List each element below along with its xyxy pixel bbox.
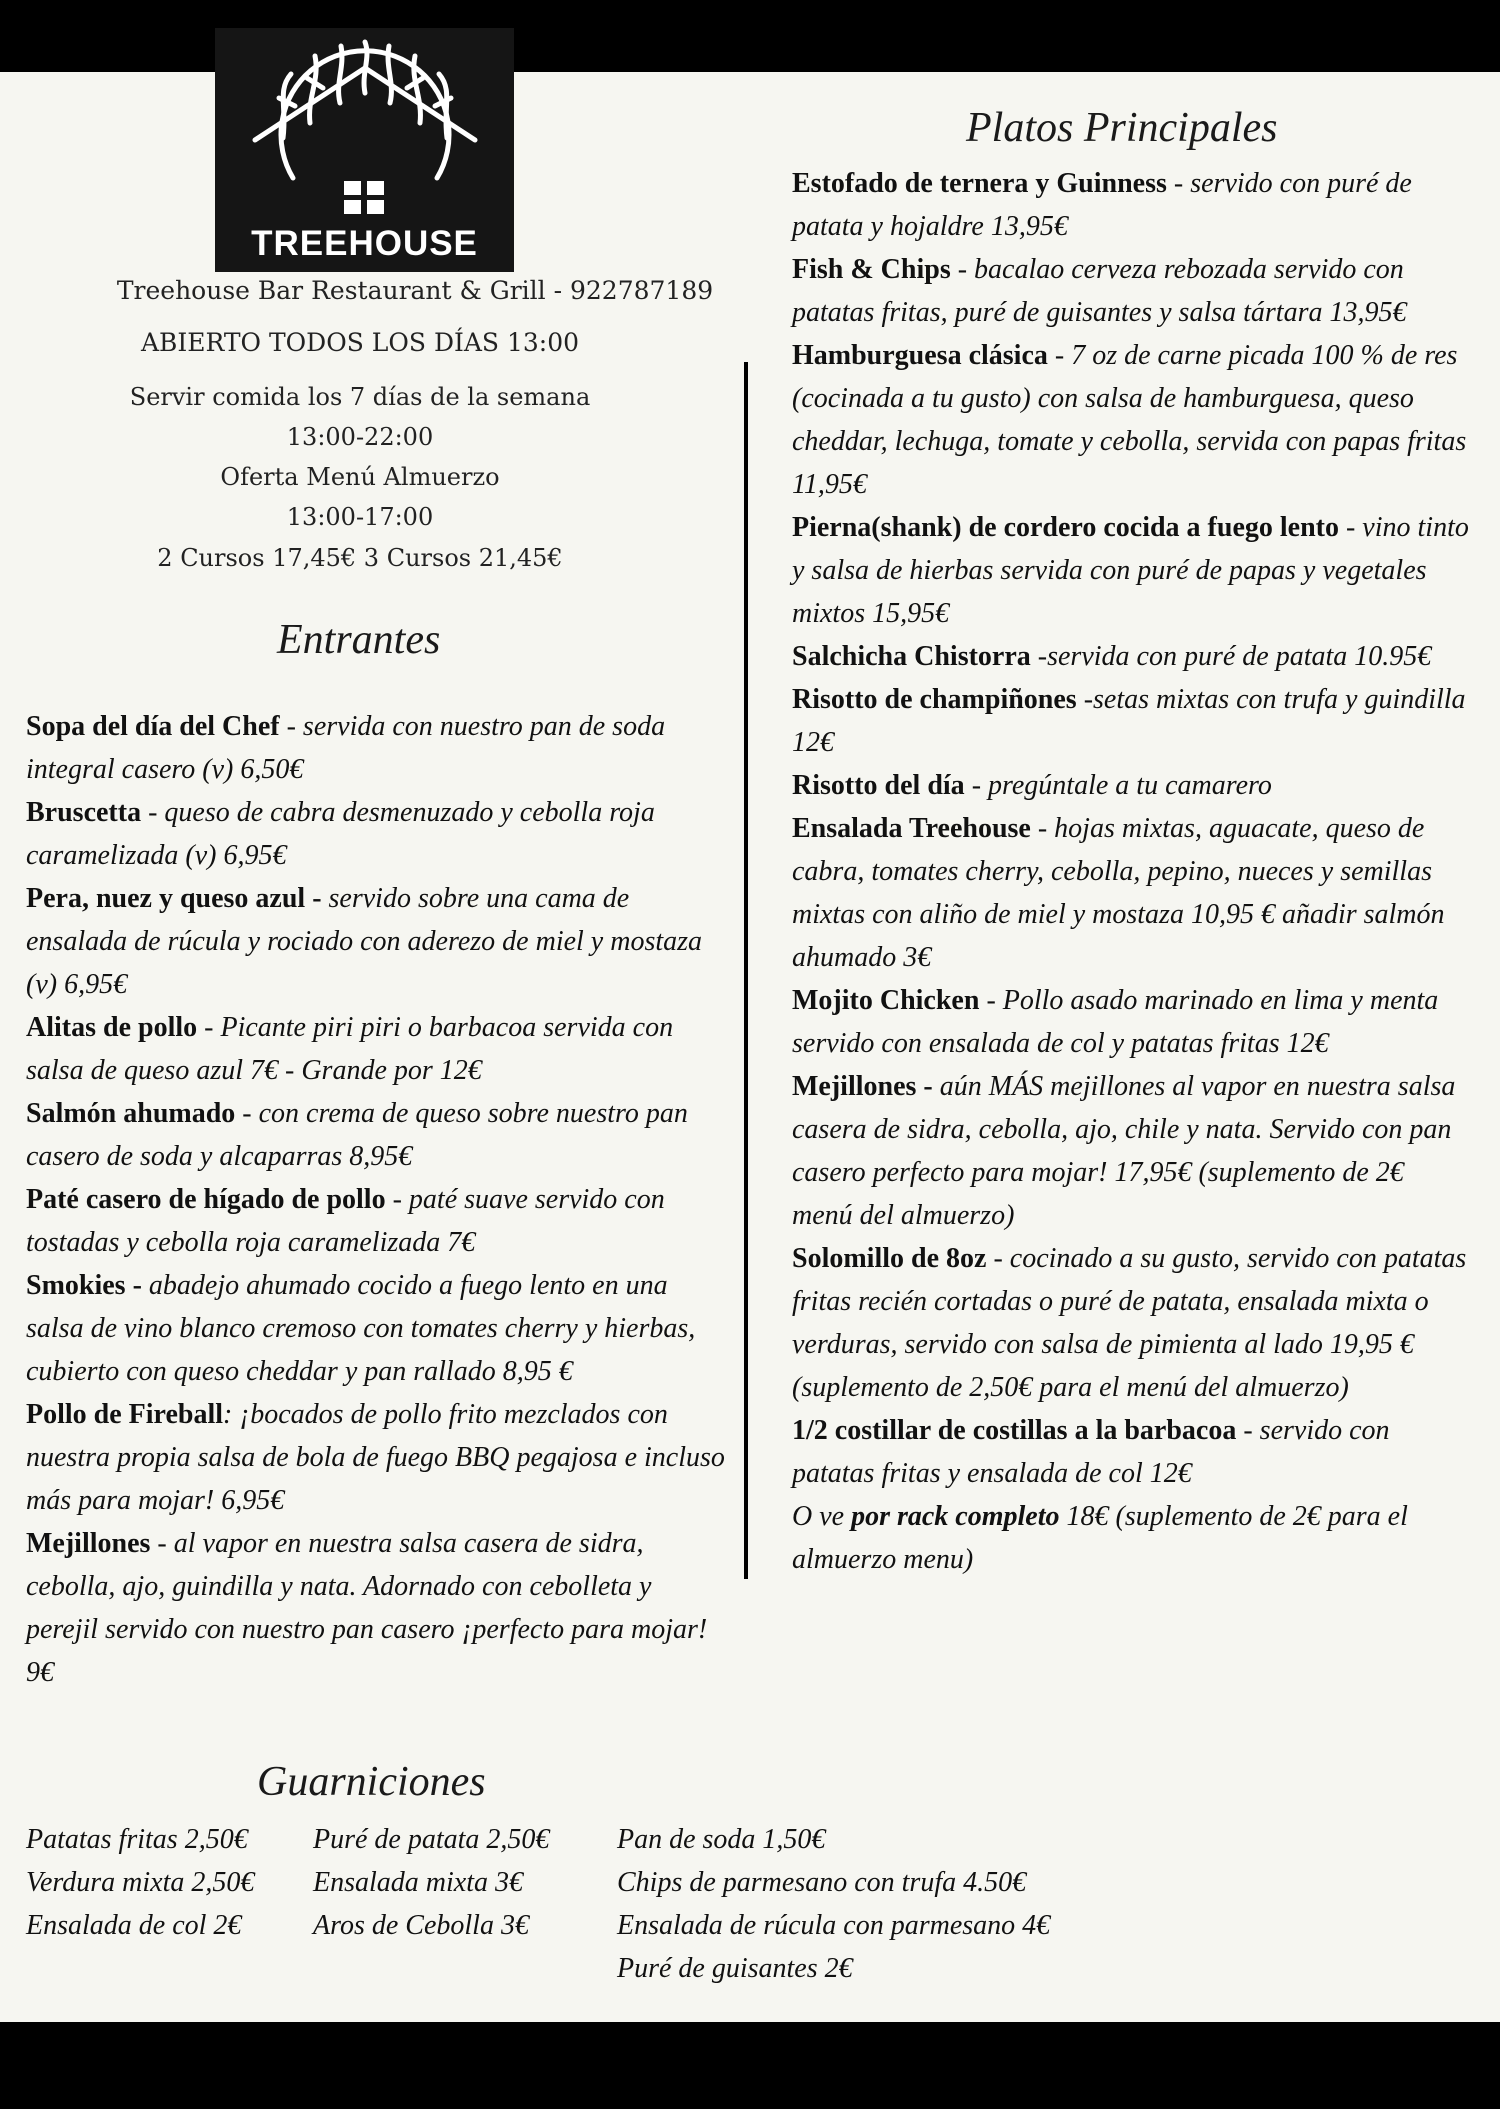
menu-item — [792, 1409, 1470, 1495]
item-description: abadejo ahumado cocido a fuego lento en una salsa de vino blanco cremoso con tomates cherry y hierbas, cubierto con queso cheddar y pan rallado 8,95 € — [26, 1270, 696, 1387]
side-item: Ensalada de rúcula con parmesano 4€ — [617, 1910, 1051, 1941]
item-name: Smokies - — [26, 1270, 142, 1301]
item-description: - pregúntale a tu camarero — [964, 770, 1272, 801]
rack-option — [792, 1495, 1470, 1581]
menu-item — [792, 764, 1470, 807]
item-name: Estofado de ternera y Guinness — [792, 168, 1167, 199]
item-name: Risotto del día — [792, 770, 965, 801]
item-name: Risotto de champiñones — [792, 684, 1077, 715]
side-item: Patatas fritas 2,50€ — [26, 1824, 248, 1855]
item-description: -servida con puré de patata 10.95€ — [1030, 641, 1432, 672]
item-name: 1/2 costillar de costillas a la barbacoa — [792, 1415, 1237, 1446]
menu-item — [26, 877, 730, 1006]
bottom-bar — [0, 2022, 1500, 2109]
menu-item — [792, 334, 1470, 506]
menu-item — [792, 1237, 1470, 1409]
rack-label: por rack completo — [851, 1501, 1060, 1532]
guarniciones-heading: Guarniciones — [257, 1759, 486, 1805]
sides-column-1 — [26, 1818, 254, 1947]
menu-item — [26, 1264, 730, 1393]
side-item: Pan de soda 1,50€ — [617, 1824, 826, 1855]
item-name: Salchicha Chistorra — [792, 641, 1031, 672]
entrantes-list — [26, 705, 730, 1694]
menu-item — [26, 1092, 730, 1178]
item-name: Hamburguesa clásica — [792, 340, 1048, 371]
info-line: Oferta Menú Almuerzo — [220, 463, 500, 491]
menu-item — [792, 162, 1470, 248]
rack-price: 18€ (suplemento de 2€ para el almuerzo menu) — [792, 1501, 1408, 1575]
item-name: Mejillones — [26, 1528, 151, 1559]
item-description: - al vapor en nuestra salsa casera de sidra, cebolla, ajo, guindilla y nata. Adornado con cebolleta y perejil servido con nuestro pan casero ¡perfecto para mojar! 9€ — [26, 1528, 708, 1688]
menu-item — [792, 1065, 1470, 1237]
menu-item — [26, 1006, 730, 1092]
column-divider — [744, 362, 748, 1579]
item-name: Pierna(shank) de cordero cocida a fuego lento — [792, 512, 1339, 543]
sides-column-2 — [313, 1818, 549, 1947]
item-name: Salmón ahumado — [26, 1098, 236, 1129]
item-description: servido sobre una cama de ensalada de rúcula y rociado con aderezo de miel y mostaza (v) 6,95€ — [26, 883, 703, 1000]
item-description: - 7 oz de carne picada 100 % de res (cocinada a tu gusto) con salsa de hamburguesa, queso cheddar, lechuga, tomate y cebolla, servida con papas fritas 11,95€ — [792, 340, 1467, 500]
item-name: Alitas de pollo — [26, 1012, 198, 1043]
sides-column-3 — [617, 1818, 1050, 1990]
item-name: Mejillones - — [792, 1071, 933, 1102]
side-item: Ensalada mixta 3€ — [313, 1867, 523, 1898]
item-name: Solomillo de 8oz — [792, 1243, 987, 1274]
item-description: - paté suave servido con tostadas y cebolla roja caramelizada 7€ — [26, 1184, 665, 1258]
item-description: - Pollo asado marinado en lima y menta servido con ensalada de col y patatas fritas 12€ — [792, 985, 1439, 1059]
item-description: - bacalao cerveza rebozada servido con patatas fritas, puré de guisantes y salsa tártara 13,95€ — [792, 254, 1407, 328]
item-description: - queso de cabra desmenuzado y cebolla roja caramelizada (v) 6,95€ — [26, 797, 655, 871]
item-name: Pera, nuez y queso azul - — [26, 883, 322, 914]
item-description: - vino tinto y salsa de hierbas servida con puré de papas y vegetales mixtos 15,95€ — [792, 512, 1469, 629]
menu-item — [26, 1178, 730, 1264]
menu-item — [792, 248, 1470, 334]
item-name: Fish & Chips — [792, 254, 951, 285]
item-name: Mojito Chicken — [792, 985, 980, 1016]
menu-item — [26, 791, 730, 877]
side-item: Aros de Cebolla 3€ — [313, 1910, 529, 1941]
info-line: Servir comida los 7 días de la semana — [129, 383, 591, 411]
platos-list — [792, 162, 1470, 1581]
info-line: 13:00-17:00 — [286, 503, 434, 531]
platos-heading: Platos Principales — [966, 105, 1278, 151]
restaurant-contact: Treehouse Bar Restaurant & Grill - 922787189 — [116, 276, 714, 305]
item-description: - hojas mixtas, aguacate, queso de cabra, tomates cherry, cebolla, pepino, nueces y semillas mixtas con aliño de miel y mostaza 10,95 € añadir salmón ahumado 3€ — [792, 813, 1445, 973]
rack-prefix: O ve — [792, 1501, 852, 1532]
item-description: - con crema de queso sobre nuestro pan casero de soda y alcaparras 8,95€ — [26, 1098, 688, 1172]
side-item: Puré de patata 2,50€ — [313, 1824, 550, 1855]
side-item: Ensalada de col 2€ — [26, 1910, 242, 1941]
treehouse-logo — [215, 28, 514, 272]
side-item: Verdura mixta 2,50€ — [26, 1867, 255, 1898]
item-name: Pollo de Fireball — [26, 1399, 224, 1430]
info-line: 13:00-22:00 — [286, 423, 434, 451]
side-item: Puré de guisantes 2€ — [617, 1953, 853, 1984]
menu-item — [792, 506, 1470, 635]
menu-item — [792, 807, 1470, 979]
menu-item — [792, 678, 1470, 764]
side-item: Chips de parmesano con trufa 4.50€ — [617, 1867, 1027, 1898]
menu-item — [792, 979, 1470, 1065]
item-description: - servida con nuestro pan de soda integral casero (v) 6,50€ — [26, 711, 666, 785]
opening-notice: ABIERTO TODOS LOS DÍAS 13:00 — [140, 328, 580, 357]
menu-item — [26, 705, 730, 791]
item-description: - cocinado a su gusto, servido con patatas fritas recién cortadas o puré de patata, ensalada mixta o verduras, servido con salsa de pimienta al lado 19,95 € (suplemento de 2,50€ para el menú del almuerzo) — [792, 1243, 1467, 1403]
info-line: 2 Cursos 17,45€ 3 Cursos 21,45€ — [157, 544, 563, 572]
item-description: : ¡bocados de pollo frito mezclados con nuestra propia salsa de bola de fuego BBQ pegajosa e incluso más para mojar! 6,95€ — [26, 1399, 725, 1516]
item-description: - servido con patatas fritas y ensalada de col 12€ — [792, 1415, 1390, 1489]
tree-house-icon — [215, 28, 514, 228]
item-description: aún MÁS mejillones al vapor en nuestra salsa casera de sidra, cebolla, ajo, chile y nata. Servido con pan casero perfecto para mojar! 17,95€ (suplemento de 2€ menú del almuerzo) — [792, 1071, 1456, 1231]
menu-item — [26, 1393, 730, 1522]
item-description: -setas mixtas con trufa y guindilla 12€ — [792, 684, 1466, 758]
menu-item — [26, 1522, 730, 1694]
item-description: - Picante piri piri o barbacoa servida con salsa de queso azul 7€ - Grande por 12€ — [26, 1012, 674, 1086]
menu-item — [792, 635, 1470, 678]
item-name: Paté casero de hígado de pollo — [26, 1184, 386, 1215]
entrantes-heading: Entrantes — [277, 617, 441, 663]
item-name: Sopa del día del Chef — [26, 711, 280, 742]
item-description: - servido con puré de patata y hojaldre 13,95€ — [792, 168, 1412, 242]
item-name: Ensalada Treehouse — [792, 813, 1031, 844]
item-name: Bruscetta — [26, 797, 142, 828]
logo-wordmark: TREEHOUSE — [251, 224, 478, 263]
